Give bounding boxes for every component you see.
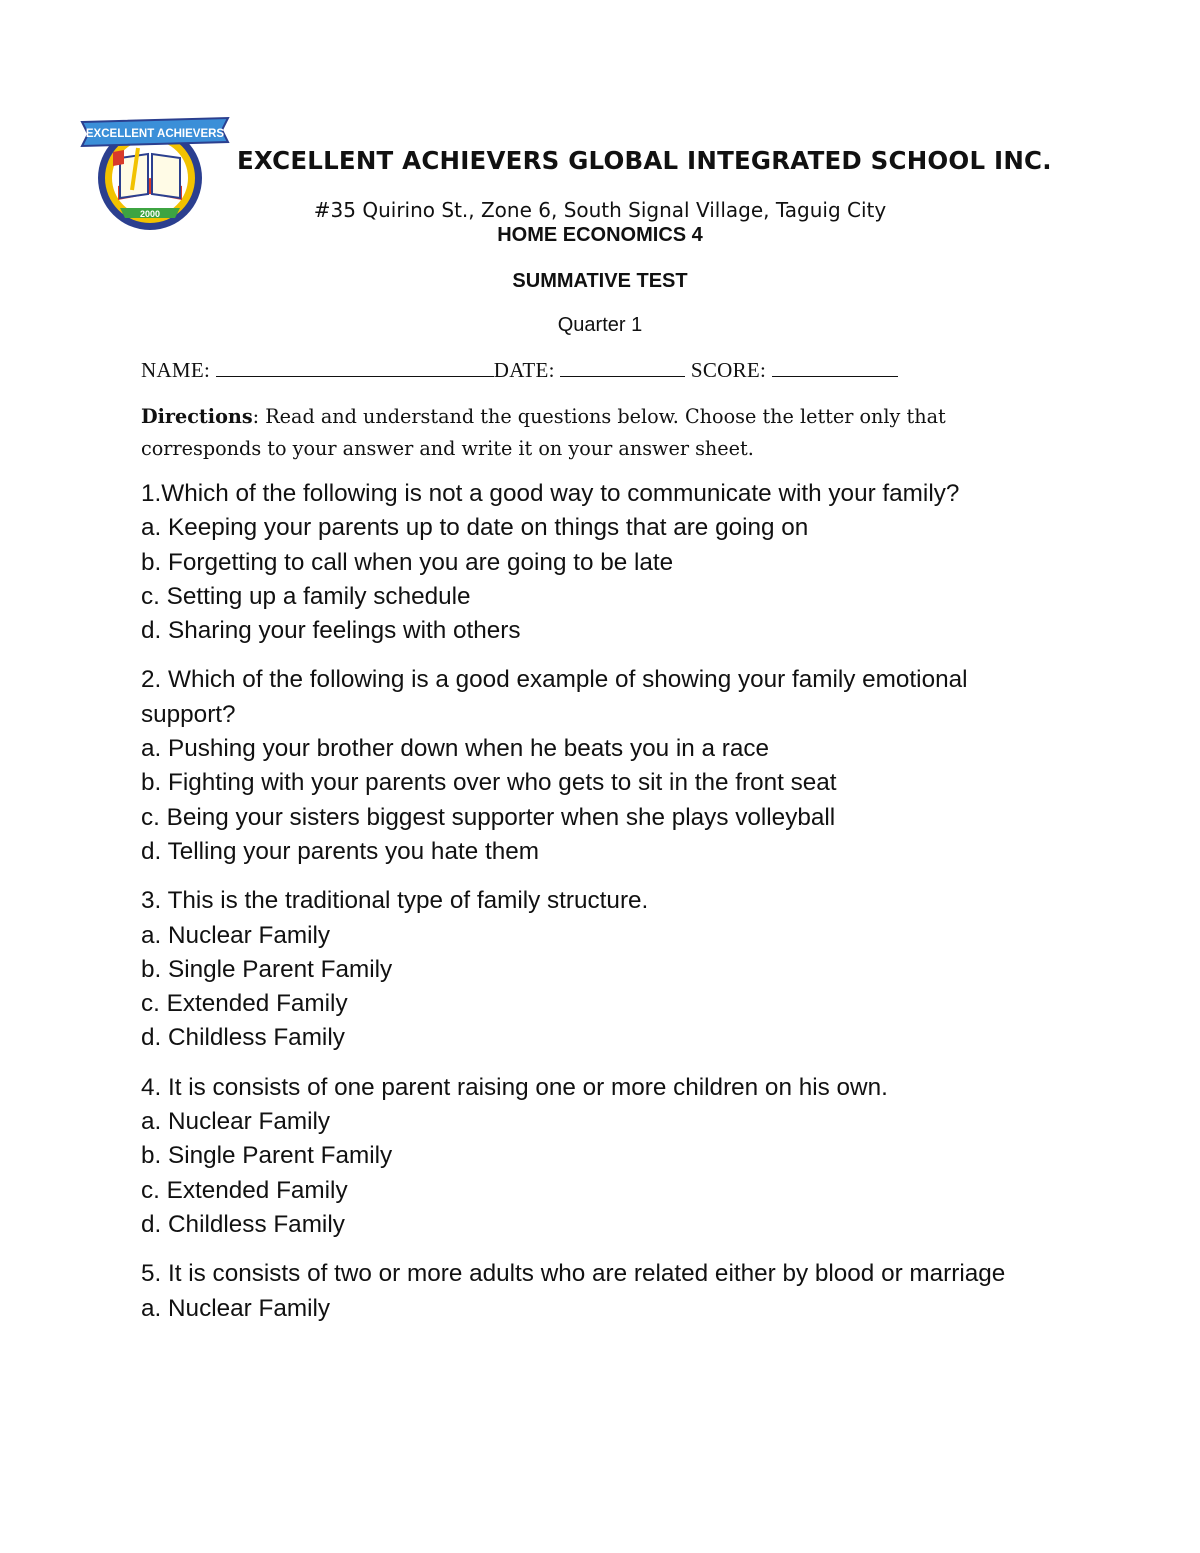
school-name: EXCELLENT ACHIEVERS GLOBAL INTEGRATED SCHOOL INC.: [237, 146, 1052, 175]
score-label: SCORE:: [690, 358, 767, 382]
question-1: [141, 477, 1041, 648]
question-3: [141, 884, 1041, 1055]
question-stem: 4. It is consists of one parent raising one or more children on his own.: [141, 1073, 888, 1101]
question-stem: 2. Which of the following is a good example of showing your family emotional support?: [141, 666, 968, 728]
answer-option: b. Single Parent Family: [141, 955, 393, 983]
answer-option: a. Keeping your parents up to date on things that are going on: [141, 514, 809, 542]
answer-option: d. Telling your parents you hate them: [141, 837, 539, 865]
answer-option: b. Single Parent Family: [141, 1142, 393, 1170]
question-stem: 1.Which of the following is not a good way to communicate with your family?: [141, 480, 960, 507]
question-2: [141, 663, 1041, 869]
answer-option: a. Nuclear Family: [141, 1294, 331, 1322]
date-label: DATE:: [493, 358, 555, 382]
answer-option: c. Setting up a family schedule: [141, 582, 471, 610]
directions-text: : Read and understand the questions below. Choose the letter only that corresponds to your answer and write it on your answer sheet.: [141, 405, 946, 460]
student-info-line: [141, 358, 898, 383]
answer-option: d. Sharing your feelings with others: [141, 617, 521, 645]
test-title: SUMMATIVE TEST: [512, 270, 688, 292]
answer-option: a. Nuclear Family: [141, 921, 331, 949]
name-label: NAME:: [141, 358, 211, 382]
answer-option: c. Extended Family: [141, 1176, 348, 1204]
quarter-label: Quarter 1: [557, 314, 643, 336]
answer-option: a. Nuclear Family: [141, 1108, 331, 1136]
question-4: [141, 1071, 1041, 1242]
score-blank[interactable]: [772, 358, 898, 377]
directions: [141, 401, 1061, 465]
logo-year: 2000: [139, 209, 161, 219]
school-address: #35 Quirino St., Zone 6, South Signal Village, Taguig City: [313, 198, 887, 222]
answer-option: b. Fighting with your parents over who gets to sit in the front seat: [141, 769, 837, 797]
date-blank[interactable]: [560, 358, 685, 377]
answer-option: b. Forgetting to call when you are going to be late: [141, 548, 674, 576]
subject-title: HOME ECONOMICS 4: [497, 224, 703, 246]
name-blank[interactable]: [216, 358, 494, 377]
logo-banner-text: EXCELLENT ACHIEVERS: [85, 128, 225, 140]
question-stem: 3. This is the traditional type of family structure.: [141, 887, 649, 915]
answer-option: d. Childless Family: [141, 1024, 345, 1052]
answer-option: a. Pushing your brother down when he beats you in a race: [141, 735, 770, 763]
answer-option: d. Childless Family: [141, 1210, 345, 1238]
answer-option: c. Being your sisters biggest supporter when she plays volleyball: [141, 803, 836, 831]
question-5: [141, 1257, 1041, 1326]
question-stem: 5. It is consists of two or more adults who are related either by blood or marriage: [141, 1260, 1006, 1288]
directions-label: Directions: [141, 405, 253, 428]
question-list: [141, 477, 1041, 1341]
answer-option: c. Extended Family: [141, 990, 348, 1018]
